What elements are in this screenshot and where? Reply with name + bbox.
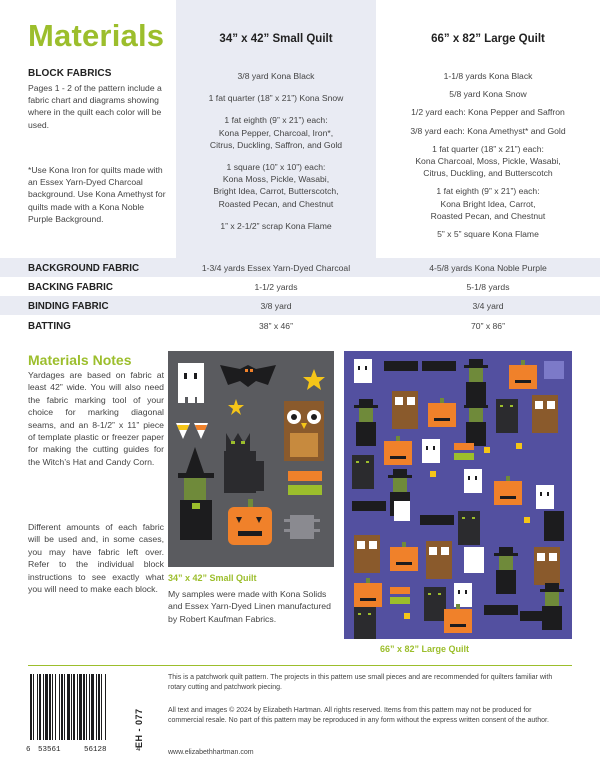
- binding-fabric-label: BINDING FABRIC: [28, 301, 109, 312]
- background-fabric-label: BACKGROUND FABRIC: [28, 263, 140, 274]
- bat-icon: [220, 365, 276, 387]
- pumpkin-icon: [354, 583, 382, 607]
- large-fabric-line: 1/2 yard each: Kona Pepper and Saffron: [411, 107, 565, 118]
- candy-icon: [390, 597, 410, 604]
- pumpkin-icon: [509, 365, 537, 389]
- candy-icon: [390, 587, 410, 594]
- large-fabric-line: 5/8 yard Kona Snow: [449, 89, 527, 100]
- pumpkin-icon: [444, 609, 472, 633]
- materials-notes-para-2: Different amounts of each fabric will be used and, in some cases, you may have fabric left over. Refer to the individual block instructions to see exactly what you will need to make each block.: [28, 522, 164, 595]
- star-icon: [404, 613, 410, 619]
- star-icon: [524, 517, 530, 523]
- spider-icon: [544, 361, 564, 379]
- small-fabric-line: 3/8 yard Kona Black: [237, 71, 315, 81]
- small-fabric-line: Kona Pepper, Charcoal, Iron*,: [218, 127, 334, 138]
- black-cat-icon: [424, 587, 446, 621]
- materials-notes-para-1: Yardages are based on fabric at least 42” wide. You will also need the fabric marking tool of your choice for marking diagonal seams, and an 8-1/2” x 11” piece of template plastic or freezer paper for making the cutting guides for the Witch’s Hat and Candy Corn.: [28, 370, 164, 467]
- owl-icon: [426, 541, 452, 579]
- witch-icon: [545, 583, 559, 589]
- barcode-digit-suffix: 4: [136, 746, 141, 754]
- small-fabric-line: Bright Idea, Carrot, Butterscotch,: [213, 186, 339, 197]
- batting-small: 38” x 46”: [259, 321, 293, 331]
- witch-icon: [544, 511, 564, 541]
- backing-fabric-label: BACKING FABRIC: [28, 282, 113, 293]
- ghost-icon: [454, 583, 472, 607]
- ghost-icon: [464, 469, 482, 493]
- witch-icon: [469, 399, 483, 405]
- large-fabric-line: Citrus, Duckling, and Butterscotch: [423, 168, 553, 179]
- materials-notes-title: Materials Notes: [28, 352, 132, 368]
- small-quilt-photo: [168, 351, 334, 567]
- large-fabric-line: 1 fat quarter (18” x 21”) each:: [432, 143, 544, 154]
- large-fabric-line: 1 fat eighth (9” x 21”) each:: [436, 186, 540, 197]
- block-fabrics-description: Pages 1 - 2 of the pattern include a fabric chart and diagrams showing where in the quilt each color will be used.: [28, 83, 162, 130]
- owl-icon: [354, 535, 380, 573]
- small-quilt-caption: 34” x 42” Small Quilt: [168, 573, 257, 583]
- small-fabric-line: 1 fat eighth (9” x 21”) each:: [224, 115, 328, 126]
- block-fabrics-large-list: [376, 70, 600, 240]
- background-fabric-small: 1-3/4 yards Essex Yarn-Dyed Charcoal: [201, 263, 351, 273]
- small-fabric-line: 1 fat quarter (18” x 21”) Kona Snow: [208, 93, 344, 104]
- block-fabrics-label: BLOCK FABRICS: [28, 68, 112, 79]
- owl-icon: [534, 547, 560, 585]
- large-quilt-caption: 66” x 82” Large Quilt: [380, 644, 470, 654]
- pattern-code: [132, 688, 146, 748]
- bat-icon: [352, 501, 386, 511]
- large-fabric-line: 1-1/8 yards Kona Black: [443, 71, 533, 81]
- bat-icon: [484, 605, 518, 615]
- pumpkin-icon: [428, 403, 456, 427]
- large-quilt-heading: 66” x 82” Large Quilt: [431, 33, 545, 45]
- owl-icon: [284, 401, 324, 461]
- ghost-icon: [464, 547, 484, 573]
- black-cat-icon: [354, 607, 376, 639]
- ghost-icon: [422, 439, 440, 463]
- footer-copyright: All text and images © 2024 by Elizabeth Hartman. All rights reserved. Items from this pattern may not be produced for commercial resale. No part of this pattern may be reproduced in any form without the express written consent of the author.: [168, 707, 549, 724]
- candy-icon: [454, 453, 474, 460]
- binding-fabric-small: 3/8 yard: [260, 301, 292, 311]
- large-fabric-line: Kona Charcoal, Moss, Pickle, Wasabi,: [415, 156, 561, 167]
- large-fabric-line: Kona Bright Idea, Carrot,: [440, 198, 536, 209]
- star-icon: [516, 443, 522, 449]
- witch-icon: [499, 547, 513, 553]
- large-fabric-line: 5” x 5” square Kona Flame: [437, 229, 539, 240]
- barcode-bars-icon: [28, 674, 132, 744]
- batting-large: 70” x 86”: [471, 321, 505, 331]
- candy-corn-icon: [394, 501, 410, 521]
- pattern-code-text: EH - 077: [134, 708, 144, 748]
- block-fabrics-small-list: [176, 70, 376, 232]
- ghost-icon: [178, 363, 204, 403]
- block-fabrics-note: *Use Kona Iron for quilts made with an Essex Yarn-Dyed Charcoal background. Use Kona Amethyst for quilts made with a Kona Noble Purple Background.: [28, 165, 166, 224]
- footer-website-link[interactable]: www.elizabethhartman.com: [168, 749, 254, 756]
- backing-fabric-large: 5-1/8 yards: [466, 282, 510, 292]
- bat-icon: [420, 515, 454, 525]
- owl-icon: [392, 391, 418, 429]
- candy-icon: [454, 443, 474, 450]
- ghost-icon: [536, 485, 554, 509]
- pumpkin-icon: [384, 441, 412, 465]
- ghost-icon: [354, 359, 372, 383]
- binding-fabric-large: 3/4 yard: [472, 301, 504, 311]
- star-icon: [484, 447, 490, 453]
- small-fabric-line: Citrus, Duckling, Saffron, and Gold: [209, 139, 343, 150]
- witch-icon: [393, 469, 407, 475]
- page-title: Materials: [28, 18, 165, 53]
- small-fabric-line: Roasted Pecan, and Chestnut: [218, 198, 334, 209]
- large-quilt-photo: [344, 351, 572, 639]
- witch-icon: [359, 399, 373, 405]
- small-quilt-heading: 34” x 42” Small Quilt: [219, 33, 333, 45]
- small-fabric-line: 1 square (10” x 10”) each:: [226, 162, 326, 173]
- bat-icon: [422, 361, 456, 371]
- pumpkin-icon: [390, 547, 418, 571]
- barcode-digits-left: 53561: [38, 746, 61, 754]
- bat-icon: [520, 611, 554, 621]
- large-fabric-line: Roasted Pecan, and Chestnut: [430, 210, 546, 221]
- witch-icon: [469, 359, 483, 365]
- large-fabric-line: 3/8 yard each: Kona Amethyst* and Gold: [410, 125, 566, 136]
- pumpkin-icon: [494, 481, 522, 505]
- background-fabric-large: 4-5/8 yards Kona Noble Purple: [429, 263, 547, 273]
- footer-disclaimer: This is a patchwork quilt pattern. The projects in this pattern use small pieces and are recommended for quilters familiar with rotary cutting and patchwork piecing.: [168, 674, 553, 691]
- black-cat-icon: [496, 399, 518, 433]
- bat-icon: [384, 361, 418, 371]
- small-quilt-notes: My samples were made with Kona Solids and Essex Yarn-Dyed Linen manufactured by Robert Kaufman Fabrics.: [168, 589, 331, 624]
- small-fabric-line: 1” x 2-1/2” scrap Kona Flame: [220, 220, 332, 231]
- batting-label: BATTING: [28, 321, 71, 332]
- black-cat-icon: [352, 455, 374, 489]
- owl-icon: [532, 395, 558, 433]
- backing-fabric-small: 1-1/2 yards: [254, 282, 298, 292]
- barcode-digits-right: 56128: [84, 746, 107, 754]
- barcode-digit-prefix: 6: [26, 746, 31, 754]
- star-icon: [430, 471, 436, 477]
- footer-divider: [28, 665, 572, 666]
- black-cat-icon: [458, 511, 480, 545]
- small-fabric-line: Kona Moss, Pickle, Wasabi,: [222, 174, 330, 185]
